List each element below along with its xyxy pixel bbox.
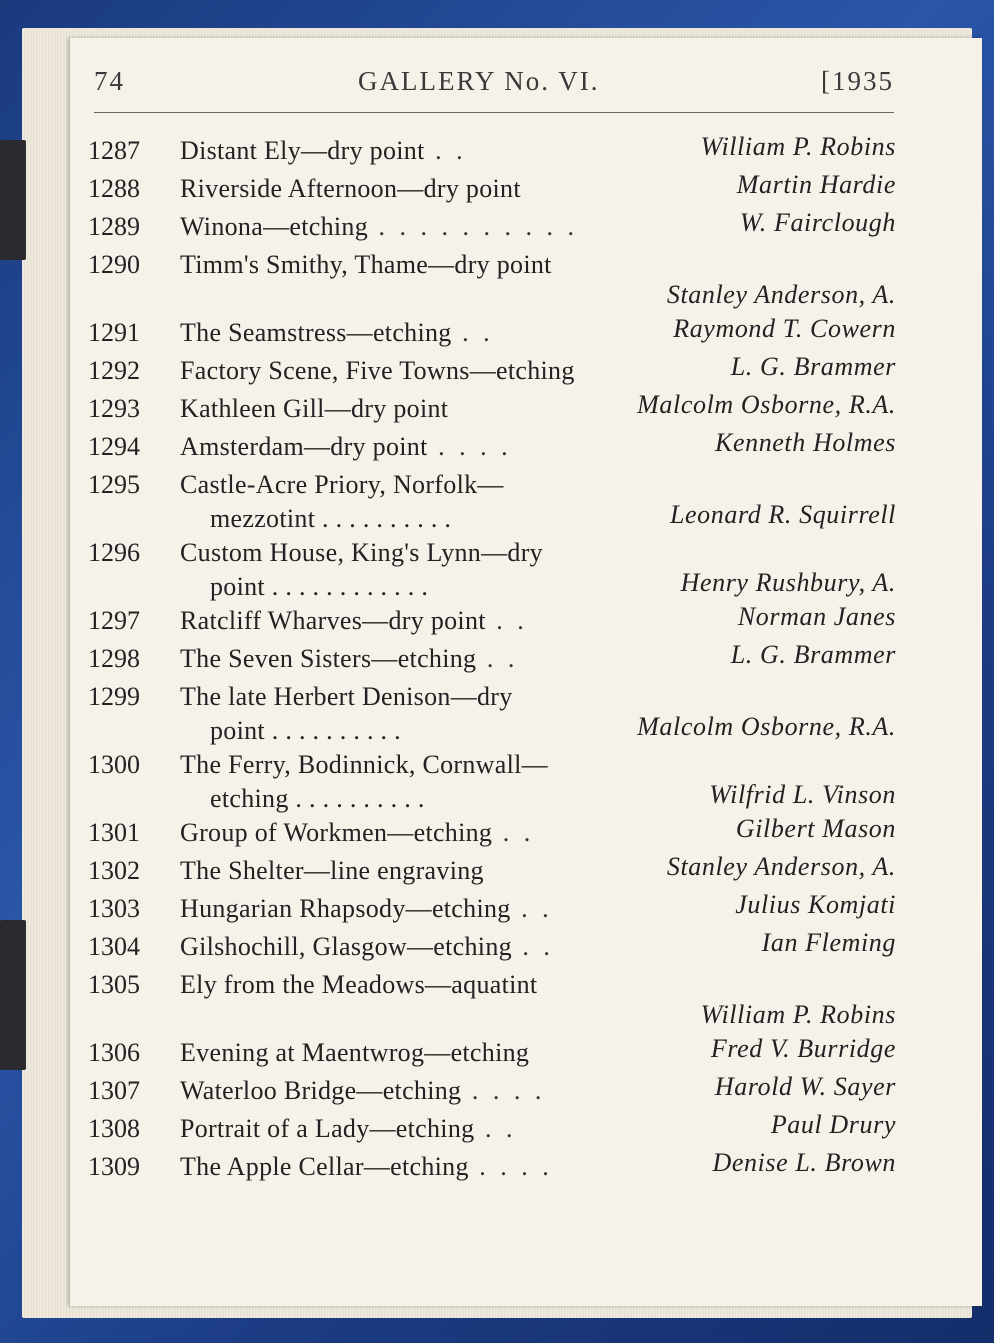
entry-number: 1305	[88, 970, 140, 999]
entry-line	[88, 352, 896, 390]
entry-line	[88, 1148, 896, 1186]
entry-title	[180, 534, 543, 572]
entry-title	[180, 966, 537, 1004]
entry-number: 1304	[88, 932, 140, 961]
entry-continuation-line	[88, 712, 896, 746]
entry-line	[88, 1110, 896, 1148]
catalog-entry	[88, 1148, 896, 1186]
catalog-entry	[88, 678, 896, 746]
catalog-entry	[88, 1072, 896, 1110]
artist-name: Wilfrid L. Vinson	[709, 780, 896, 809]
header-rule	[94, 112, 894, 113]
leader-dots: . .	[476, 644, 519, 673]
entry-title	[180, 170, 521, 208]
entry-title	[180, 352, 575, 390]
gallery-title: GALLERY No. VI.	[358, 66, 600, 96]
entry-line	[88, 746, 896, 784]
catalog-entry	[88, 428, 896, 466]
catalog-entry	[88, 534, 896, 602]
catalog-entry	[88, 602, 896, 640]
catalog-entry	[88, 1110, 896, 1148]
entry-line	[88, 534, 896, 572]
entry-title	[180, 132, 467, 170]
catalog-entry	[88, 1034, 896, 1072]
entry-number: 1294	[88, 432, 140, 461]
binding-mark	[0, 920, 26, 1070]
entry-title-continued: mezzotint . . . . . . . . . .	[210, 504, 452, 533]
artist-name: Henry Rushbury, A.	[680, 568, 896, 597]
artist-name: Ian Fleming	[761, 928, 896, 957]
entry-line	[88, 852, 896, 890]
catalog-entry	[88, 890, 896, 928]
entry-title-text: The Apple Cellar—etching	[180, 1152, 469, 1181]
binding-mark	[0, 140, 26, 260]
entry-number: 1299	[88, 682, 140, 711]
entry-title	[180, 640, 518, 678]
artist-name: Malcolm Osborne, R.A.	[637, 390, 896, 419]
entry-line	[88, 966, 896, 1004]
artist-name: Stanley Anderson, A.	[666, 280, 896, 309]
entry-title	[180, 678, 513, 716]
entry-title	[180, 1110, 516, 1148]
entry-title-text: Waterloo Bridge—etching	[180, 1076, 462, 1105]
artist-name: William P. Robins	[700, 132, 896, 161]
entry-line	[88, 390, 896, 428]
catalog-entry	[88, 746, 896, 814]
leader-dots: . .	[492, 818, 535, 847]
entry-title-text: The Shelter—line engraving	[180, 856, 484, 885]
entry-title	[180, 890, 553, 928]
entry-title-continued: point . . . . . . . . . . . .	[210, 572, 429, 601]
entry-number: 1298	[88, 644, 140, 673]
artist-name: Stanley Anderson, A.	[666, 852, 896, 881]
leader-dots: . . . . . . . . . .	[368, 212, 578, 241]
entry-title	[180, 602, 528, 640]
page-number: 74	[94, 66, 125, 96]
artist-name: Paul Drury	[770, 1110, 896, 1139]
artist-name: Fred V. Burridge	[710, 1034, 896, 1063]
entry-title	[180, 746, 548, 784]
entry-line	[88, 314, 896, 352]
entry-line	[88, 890, 896, 928]
entry-title-text: The Seamstress—etching	[180, 318, 452, 347]
entry-line	[88, 466, 896, 504]
entry-line	[88, 602, 896, 640]
year-label: [1935	[821, 66, 894, 96]
entry-title-text: Ely from the Meadows—aquatint	[180, 970, 538, 999]
leader-dots: . .	[474, 1114, 517, 1143]
entry-title-text: Ratcliff Wharves—dry point	[180, 606, 486, 635]
catalog-entry	[88, 390, 896, 428]
entry-number: 1300	[88, 750, 140, 779]
entry-title-text: Timm's Smithy, Thame—dry point	[180, 250, 552, 279]
artist-name: Harold W. Sayer	[714, 1072, 896, 1101]
leader-dots: . . . .	[468, 1152, 553, 1181]
entry-number: 1295	[88, 470, 140, 499]
entry-title	[180, 246, 552, 284]
leader-dots: . . . .	[461, 1076, 546, 1105]
catalog-entry	[88, 246, 896, 314]
entry-number: 1293	[88, 394, 140, 423]
entry-title	[180, 814, 534, 852]
entry-title	[180, 1034, 529, 1072]
artist-name: Martin Hardie	[736, 170, 896, 199]
entry-title	[180, 852, 484, 890]
entry-title-text: Evening at Maentwrog—etching	[180, 1038, 530, 1067]
entry-title	[180, 1148, 553, 1186]
catalog-entry	[88, 170, 896, 208]
entry-line	[88, 678, 896, 716]
artist-name: Malcolm Osborne, R.A.	[637, 712, 896, 741]
leader-dots: . .	[424, 136, 467, 165]
entry-title	[180, 390, 448, 428]
entry-number: 1296	[88, 538, 140, 567]
catalog-entry	[88, 352, 896, 390]
entry-number: 1309	[88, 1152, 140, 1181]
artist-name: Gilbert Mason	[735, 814, 896, 843]
artist-name: L. G. Brammer	[730, 640, 896, 669]
artist-name: Kenneth Holmes	[715, 428, 896, 457]
entry-number: 1302	[88, 856, 140, 885]
entry-title-text: Distant Ely—dry point	[180, 136, 425, 165]
catalog-entry	[88, 466, 896, 534]
catalog-entry	[88, 208, 896, 246]
leader-dots: . .	[485, 606, 528, 635]
leader-dots: . .	[510, 894, 553, 923]
catalog-entry	[88, 640, 896, 678]
entry-title-text: Castle-Acre Priory, Norfolk—	[180, 470, 504, 499]
entry-title-text: Riverside Afternoon—dry point	[180, 174, 521, 203]
entry-title	[180, 1072, 545, 1110]
entry-number: 1306	[88, 1038, 140, 1067]
entry-line	[88, 1072, 896, 1110]
entry-title-text: Custom House, King's Lynn—dry	[180, 538, 543, 567]
catalog-entry	[88, 314, 896, 352]
entry-title-continued: etching . . . . . . . . . .	[210, 784, 425, 813]
entry-line	[88, 640, 896, 678]
entry-title	[180, 314, 494, 352]
entry-number: 1301	[88, 818, 140, 847]
entry-title-text: Amsterdam—dry point	[180, 432, 428, 461]
entry-number: 1287	[88, 136, 140, 165]
entry-line	[88, 1034, 896, 1072]
entry-title-text: Hungarian Rhapsody—etching	[180, 894, 511, 923]
entry-title-text: The Ferry, Bodinnick, Cornwall—	[180, 750, 548, 779]
entry-line	[88, 928, 896, 966]
leader-dots: . . . .	[427, 432, 512, 461]
entry-number: 1291	[88, 318, 140, 347]
entry-title-text: Kathleen Gill—dry point	[180, 394, 449, 423]
entry-title-text: Portrait of a Lady—etching	[180, 1114, 475, 1143]
artist-name: Norman Janes	[737, 602, 896, 631]
leader-dots: . .	[451, 318, 494, 347]
entry-title-continued: point . . . . . . . . . .	[210, 716, 401, 745]
artist-name: Denise L. Brown	[712, 1148, 896, 1177]
entry-line	[88, 246, 896, 284]
artist-name: W. Fairclough	[739, 208, 896, 237]
artist-name: Leonard R. Squirrell	[669, 500, 896, 529]
entry-line	[88, 132, 896, 170]
catalog-entry	[88, 928, 896, 966]
catalog-entry	[88, 966, 896, 1034]
entry-number: 1288	[88, 174, 140, 203]
leader-dots: . .	[511, 932, 554, 961]
entry-title-text: The Seven Sisters—etching	[180, 644, 477, 673]
entry-title-text: Gilshochill, Glasgow—etching	[180, 932, 512, 961]
entry-line	[88, 814, 896, 852]
entry-title	[180, 928, 554, 966]
entry-title-text: Factory Scene, Five Towns—etching	[180, 356, 575, 385]
entry-number: 1290	[88, 250, 140, 279]
entry-number: 1297	[88, 606, 140, 635]
entry-title-text: Winona—etching	[180, 212, 368, 241]
entry-line	[88, 170, 896, 208]
catalog-entry	[88, 852, 896, 890]
entry-title	[180, 208, 578, 246]
catalog-entry	[88, 814, 896, 852]
entry-line	[88, 208, 896, 246]
entry-number: 1307	[88, 1076, 140, 1105]
entry-number: 1303	[88, 894, 140, 923]
artist-name: Raymond T. Cowern	[673, 314, 896, 343]
entry-number: 1289	[88, 212, 140, 241]
entry-title	[180, 466, 504, 504]
catalog-entry	[88, 132, 896, 170]
entry-title	[180, 428, 512, 466]
artist-name: William P. Robins	[700, 1000, 896, 1029]
entry-continuation-line	[88, 500, 896, 534]
entry-number: 1308	[88, 1114, 140, 1143]
artist-name: L. G. Brammer	[730, 352, 896, 381]
artist-name: Julius Komjati	[735, 890, 896, 919]
catalog-list	[88, 132, 896, 1186]
page-header	[94, 66, 894, 106]
entry-title-text: The late Herbert Denison—dry	[180, 682, 513, 711]
entry-title-text: Group of Workmen—etching	[180, 818, 493, 847]
entry-number: 1292	[88, 356, 140, 385]
entry-line	[88, 428, 896, 466]
